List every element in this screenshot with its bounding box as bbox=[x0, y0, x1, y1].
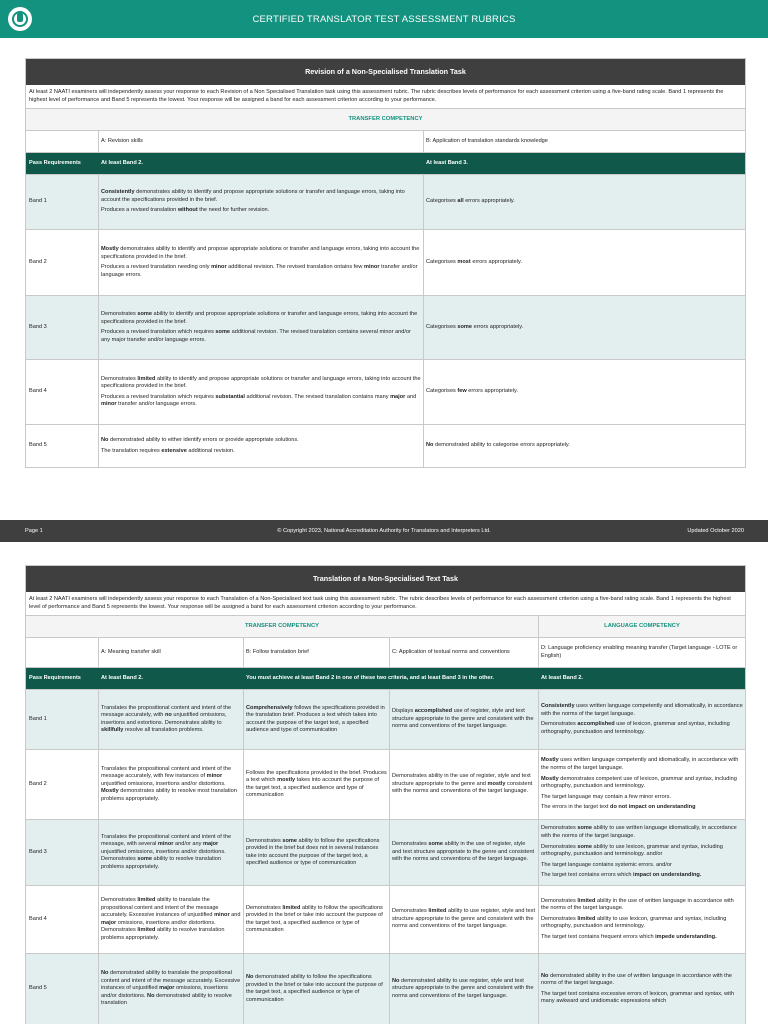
emphasis-text: some bbox=[137, 311, 152, 317]
band-row bbox=[26, 360, 745, 425]
emphasis-text: do not impact on understanding bbox=[610, 804, 696, 811]
description-paragraph: Demonstrates some ability to follow the specifications provided in the brief but does not in several instances take into account the purpose of the target text, a specified audience or type of communication bbox=[246, 837, 380, 867]
band-desc-a bbox=[98, 296, 423, 359]
band-desc-b bbox=[423, 425, 745, 467]
band-desc-b bbox=[243, 820, 389, 885]
emphasis-text: limited bbox=[137, 927, 156, 934]
emphasis-text: substantial bbox=[215, 393, 245, 400]
emphasis-text: some bbox=[577, 825, 592, 832]
band-desc-c bbox=[389, 886, 538, 953]
description-paragraph: No demonstrated ability to translate the propositional content and intent of the message accurately. Excessive instances of unjustified major omissions, insertions and/or distortions. No demonstrated ability to resolve translation bbox=[101, 970, 241, 1007]
criteria-row bbox=[26, 638, 745, 668]
description-paragraph: Demonstrates limited ability to use register, style and text structure appropriate to the genre and consistent with the norms and conventions of the target language. bbox=[392, 908, 536, 930]
transfer-competency-label: TRANSFER COMPETENCY bbox=[348, 115, 423, 122]
band-label: Band 5 bbox=[29, 442, 47, 449]
description-paragraph: The target text contains excessive errors of lexicon, grammar and syntax, with many awkward and unidiomatic expressions which bbox=[541, 990, 735, 1005]
description-paragraph: The target text contains frequent errors which impede understanding. bbox=[541, 933, 717, 940]
band-label: Band 4 bbox=[29, 388, 47, 395]
emphasis-text: limited bbox=[282, 904, 301, 911]
description-paragraph: Demonstrates some ability to use lexicon, grammar and syntax, including orthography, punctuation and terminology. and/or bbox=[541, 843, 723, 858]
copyright-notice: © Copyright 2023, National Accreditation Authority for Translators and Interpreters Ltd. bbox=[277, 528, 491, 534]
table-intro: At least 2 NAATI examiners will independently assess your response to each Revision of a Non Specialised Translation task using this assessment rubric. The rubric describes levels of performance for each assessment criterion using a five-band rating scale. Band 1 represents the highest level of performance and Band 5 represents the lowest. Your response will be assigned a band for each assessment criterion according to your performance. bbox=[26, 85, 745, 109]
pass-req-d: At least Band 2. bbox=[538, 668, 745, 689]
band-desc-c bbox=[389, 750, 538, 819]
description-paragraph: Demonstrates limited ability in the use of written language in accordance with the norms of the target language. bbox=[541, 897, 734, 912]
criteria-row bbox=[26, 131, 745, 153]
revision-rubric-table bbox=[25, 58, 746, 468]
emphasis-text: accomplished bbox=[577, 721, 615, 728]
band-desc-b bbox=[423, 230, 745, 295]
band-desc-b bbox=[243, 954, 389, 1024]
band-label: Band 2 bbox=[29, 780, 47, 787]
band-row bbox=[26, 230, 745, 296]
emphasis-text: limited bbox=[137, 896, 156, 903]
description-paragraph: Demonstrates some ability to use written language idiomatically, in accordance with the norms of the target language. bbox=[541, 825, 737, 839]
description-paragraph: Categorises few errors appropriately. bbox=[426, 388, 518, 395]
emphasis-text: major bbox=[159, 985, 175, 992]
emphasis-text: without bbox=[177, 207, 198, 214]
pass-requirements-label: Pass Requirements bbox=[29, 159, 81, 166]
description-paragraph: Demonstrates limited ability to translate the propositional content and intent of the message accurately. Excessive instances of unjustified minor and major omissions, insertions and/or distortions. Demonstrates limited ability to resolve translation problems appropriately. bbox=[101, 896, 241, 941]
description-paragraph: No demonstrated ability to use register, style and text structure appropriate to the genre and consistent with the norms and conventions of the target language. bbox=[392, 977, 534, 999]
transfer-competency-label: TRANSFER COMPETENCY bbox=[244, 622, 320, 629]
band-desc-d bbox=[538, 820, 745, 885]
emphasis-text: minor bbox=[157, 841, 174, 848]
emphasis-text: No bbox=[426, 442, 434, 449]
emphasis-text: some bbox=[282, 837, 297, 844]
criterion-b: B: Application of translation standards knowledge bbox=[423, 131, 745, 152]
emphasis-text: no bbox=[164, 712, 172, 719]
description-paragraph: Produces a revised translation which requires some additional revision. The revised translation contains several minor and/or any major transfer and/or language errors. bbox=[101, 329, 411, 343]
emphasis-text: some bbox=[215, 329, 231, 336]
emphasis-text: minor bbox=[206, 773, 223, 780]
criterion-b: B: Follow translation brief bbox=[243, 638, 389, 667]
description-paragraph: No demonstrated ability in the use of written language in accordance with the norms of the target language. bbox=[541, 972, 732, 987]
translation-rubric-table bbox=[25, 565, 746, 1024]
emphasis-text: limited bbox=[428, 908, 447, 915]
header-bar bbox=[0, 0, 768, 38]
band-row bbox=[26, 175, 745, 230]
description-paragraph: Mostly uses written language competently and idiomatically, in accordance with the norms of the target language. bbox=[541, 757, 739, 771]
band-label: Band 2 bbox=[29, 258, 47, 265]
emphasis-text: Consistently bbox=[541, 703, 575, 709]
criterion-a: A: Revision skills bbox=[98, 131, 423, 152]
description-paragraph: Translates the propositional content and intent of the message accurately, with no unjustified omissions, insertions and extortions. Demonstrates ability to skillfully resolve all translation problems. bbox=[101, 704, 232, 734]
band-label: Band 3 bbox=[29, 848, 47, 855]
pass-req-bc: You must achieve at least Band 2 in one of these two criteria, and at least Band 3 in the other. bbox=[243, 668, 538, 689]
band-desc-d bbox=[538, 954, 745, 1024]
band-desc-c bbox=[389, 820, 538, 885]
band-row bbox=[26, 886, 745, 954]
band-desc-b bbox=[243, 886, 389, 953]
band-desc-b bbox=[423, 296, 745, 359]
description-paragraph: The target language contains systemic errors. and/or bbox=[541, 861, 672, 868]
updated-date: Updated October 2020 bbox=[687, 528, 744, 534]
emphasis-text: some bbox=[428, 841, 443, 848]
description-paragraph: Mostly demonstrates ability to identify and propose appropriate solutions or transfer and language errors, taking into account the specifications provided in the brief. bbox=[101, 246, 420, 260]
band-row bbox=[26, 296, 745, 360]
pass-req-b: At least Band 3. bbox=[423, 153, 745, 174]
emphasis-text: minor bbox=[214, 912, 230, 919]
emphasis-text: No bbox=[147, 992, 155, 999]
band-desc-b bbox=[243, 690, 389, 749]
description-paragraph: Demonstrates some ability to identify and propose appropriate solutions or transfer and language errors, taking into account the specifications provided in the brief. bbox=[101, 311, 418, 325]
emphasis-text: Mostly bbox=[541, 757, 559, 764]
table-title: Revision of a Non-Specialised Translation Task bbox=[26, 59, 745, 85]
emphasis-text: most bbox=[457, 258, 471, 265]
description-paragraph: The translation requires extensive additional revision. bbox=[101, 447, 235, 454]
band-desc-d bbox=[538, 886, 745, 953]
band-label: Band 3 bbox=[29, 323, 47, 330]
pass-requirements-row bbox=[26, 668, 745, 690]
band-desc-a bbox=[98, 820, 243, 885]
emphasis-text: extensive bbox=[161, 447, 187, 454]
emphasis-text: mostly bbox=[277, 777, 296, 784]
emphasis-text: some bbox=[457, 323, 473, 330]
emphasis-text: impede understanding. bbox=[655, 933, 717, 940]
band-desc-a bbox=[98, 690, 243, 749]
criterion-d: D: Language proficiency enabling meaning transfer (Target language - LOTE or English) bbox=[538, 638, 745, 667]
band-desc-d bbox=[538, 690, 745, 749]
emphasis-text: limited bbox=[137, 375, 156, 382]
emphasis-text: No bbox=[541, 972, 549, 979]
emphasis-text: all bbox=[457, 198, 464, 205]
description-paragraph: Consistently uses written language competently and idiomatically, in accordance with the norms of the target language. bbox=[541, 703, 743, 717]
description-paragraph: Categorises all errors appropriately. bbox=[426, 198, 515, 205]
band-row bbox=[26, 425, 745, 467]
page-title: CERTIFIED TRANSLATOR TEST ASSESSMENT RUBRICS bbox=[252, 14, 516, 25]
emphasis-text: No bbox=[101, 970, 109, 977]
emphasis-text: major bbox=[390, 393, 406, 400]
band-row bbox=[26, 690, 745, 750]
description-paragraph: Produces a revised translation needing only minor additional revision. The revised translation ontains few minor transfer and/or language errors. bbox=[101, 264, 418, 278]
criterion-c: C: Application of textual norms and conventions bbox=[389, 638, 538, 667]
description-paragraph: Mostly demonstrates competent use of lexicon, grammar and syntax, including orthography, punctuation and terminology. bbox=[541, 775, 737, 790]
criterion-a: A: Meaning transfer skill bbox=[98, 638, 243, 667]
emphasis-text: minor bbox=[101, 401, 117, 408]
page-footer bbox=[0, 520, 768, 542]
language-competency-label: LANGUAGE COMPETENCY bbox=[538, 616, 745, 637]
emphasis-text: accomplished bbox=[414, 708, 453, 715]
band-row bbox=[26, 820, 745, 886]
band-desc-d bbox=[538, 750, 745, 819]
band-desc-a bbox=[98, 750, 243, 819]
emphasis-text: limited bbox=[577, 897, 596, 904]
description-paragraph: The errors in the target text do not impact on understanding bbox=[541, 804, 696, 811]
description-paragraph: The target text contains errors which impact on understanding. bbox=[541, 872, 702, 879]
band-desc-b bbox=[423, 175, 745, 229]
description-paragraph: No demonstrated ability to categorise errors appropriately. bbox=[426, 442, 570, 449]
description-paragraph: No demonstrated ability to follow the specifications provided in the brief or take into account the purpose of the target text, a specified audience or type of communication bbox=[246, 974, 383, 1003]
description-paragraph: The target language may contain a few minor errors. bbox=[541, 793, 671, 800]
description-paragraph: Displays accomplished use of register, style and text structure appropriate to the genre and consistent with the norms and conventions of the target language. bbox=[392, 708, 534, 730]
pass-req-a: At least Band 2. bbox=[98, 153, 423, 174]
description-paragraph: Demonstrates limited ability to use lexicon, grammar and syntax, including orthography, punctuation and terminology. bbox=[541, 915, 727, 930]
band-desc-a bbox=[98, 954, 243, 1024]
description-paragraph: Categorises most errors appropriately. bbox=[426, 258, 522, 265]
emphasis-text: No bbox=[392, 977, 400, 984]
band-label: Band 1 bbox=[29, 715, 47, 722]
emphasis-text: No bbox=[246, 974, 254, 980]
description-paragraph: Demonstrates accomplished use of lexicon, grammar and syntax, including orthography, punctuation and terminology. bbox=[541, 721, 730, 735]
band-label: Band 4 bbox=[29, 915, 47, 922]
emphasis-text: minor bbox=[363, 264, 380, 271]
emphasis-text: Mostly bbox=[101, 246, 119, 252]
description-paragraph: Demonstrates limited ability to follow the specifications provided in the brief or take into account the purpose of the target text, a specified audience or type of communication bbox=[246, 904, 383, 934]
pass-requirements-row bbox=[26, 153, 745, 175]
emphasis-text: few bbox=[457, 388, 467, 395]
page-number: Page 1 bbox=[25, 528, 43, 534]
pass-req-a: At least Band 2. bbox=[98, 668, 243, 689]
competency-header bbox=[26, 109, 745, 131]
band-desc-a bbox=[98, 425, 423, 467]
emphasis-text: Mostly bbox=[101, 788, 119, 795]
band-desc-a bbox=[98, 886, 243, 953]
emphasis-text: some bbox=[137, 856, 152, 863]
band-desc-a bbox=[98, 360, 423, 424]
description-paragraph: Produces a revised translation without the need for further revision. bbox=[101, 207, 270, 214]
description-paragraph: Translates the propositional content and intent of the message accurately, with few instances of minor unjustified omissions, insertions and/or distortions. Mostly demonstrates ability to resolve most translation problems appropriately. bbox=[101, 765, 237, 802]
emphasis-text: impact on understanding. bbox=[633, 872, 702, 879]
emphasis-text: Comprehensively bbox=[246, 704, 293, 711]
description-paragraph: No demonstrated ability to either identify errors or provide appropriate solutions. bbox=[101, 437, 299, 444]
emphasis-text: No bbox=[101, 437, 109, 444]
pass-requirements-label: Pass Requirements bbox=[29, 674, 81, 681]
band-desc-c bbox=[389, 954, 538, 1024]
description-paragraph: Demonstrates ability in the use of register, style and text structure appropriate to the genre and mostly consistent with the norms and conventions of the target language. bbox=[392, 773, 533, 795]
description-paragraph: Categorises some errors appropriately. bbox=[426, 323, 524, 330]
band-desc-c bbox=[389, 690, 538, 749]
band-label: Band 1 bbox=[29, 198, 47, 205]
emphasis-text: minor bbox=[211, 264, 227, 271]
emphasis-text: major bbox=[203, 841, 219, 848]
band-desc-a bbox=[98, 175, 423, 229]
description-paragraph: Produces a revised translation which requires substantial additional revision. The revised translation contains many major and minor transfer and/or language errors. bbox=[101, 393, 417, 408]
emphasis-text: some bbox=[577, 843, 592, 850]
emphasis-text: major bbox=[101, 919, 117, 926]
description-paragraph: Demonstrates some ability in the use of register, style and text structure appropriate to the genre and consistent with the norms and conventions of the target language. bbox=[392, 841, 535, 863]
band-row bbox=[26, 750, 745, 820]
competency-header bbox=[26, 616, 745, 638]
description-paragraph: Comprehensively follows the specifications provided in the translation brief. Produces a text which takes into account the purpose of the target text, a specified audience and type of communication bbox=[246, 704, 385, 734]
description-paragraph: Follows the specifications provided in the brief. Produces a text which mostly takes into account the purpose of the target text, a specified audience and type of communication bbox=[246, 769, 387, 799]
emphasis-text: Mostly bbox=[541, 775, 559, 782]
band-row bbox=[26, 954, 745, 1024]
band-label: Band 5 bbox=[29, 985, 47, 992]
band-desc-b bbox=[243, 750, 389, 819]
description-paragraph: Consistently demonstrates ability to identify and propose appropriate solutions or transfer and language errors, taking into account the specifications provided in the brief. bbox=[101, 189, 405, 203]
table-intro: At least 2 NAATI examiners will independently assess your response to each Translation of a Non-Specialised text task using this assessment rubric. The rubric describes levels of performance for each assessment criterion using a five-band rating scale. Band 1 represents the highest level of performance and Band 5 represents the lowest. Your response will be assigned a band for each assessment criterion according to your performance. bbox=[26, 592, 745, 616]
emphasis-text: Consistently bbox=[101, 189, 135, 196]
table-title: Translation of a Non-Specialised Text Task bbox=[26, 566, 745, 592]
description-paragraph: Demonstrates limited ability to identify and propose appropriate solutions or transfer and language errors, taking into account the specifications provided in the brief. bbox=[101, 375, 421, 390]
band-desc-a bbox=[98, 230, 423, 295]
band-desc-b bbox=[423, 360, 745, 424]
description-paragraph: Translates the propositional content and intent of the message, with several minor and/or any major unjustified omissions, insertions and/or distortions. Demonstrates some ability to resolve translation problems appropriately. bbox=[101, 833, 232, 870]
emphasis-text: skillfully bbox=[101, 727, 124, 734]
emphasis-text: limited bbox=[577, 915, 596, 922]
emphasis-text: mostly bbox=[487, 780, 506, 787]
